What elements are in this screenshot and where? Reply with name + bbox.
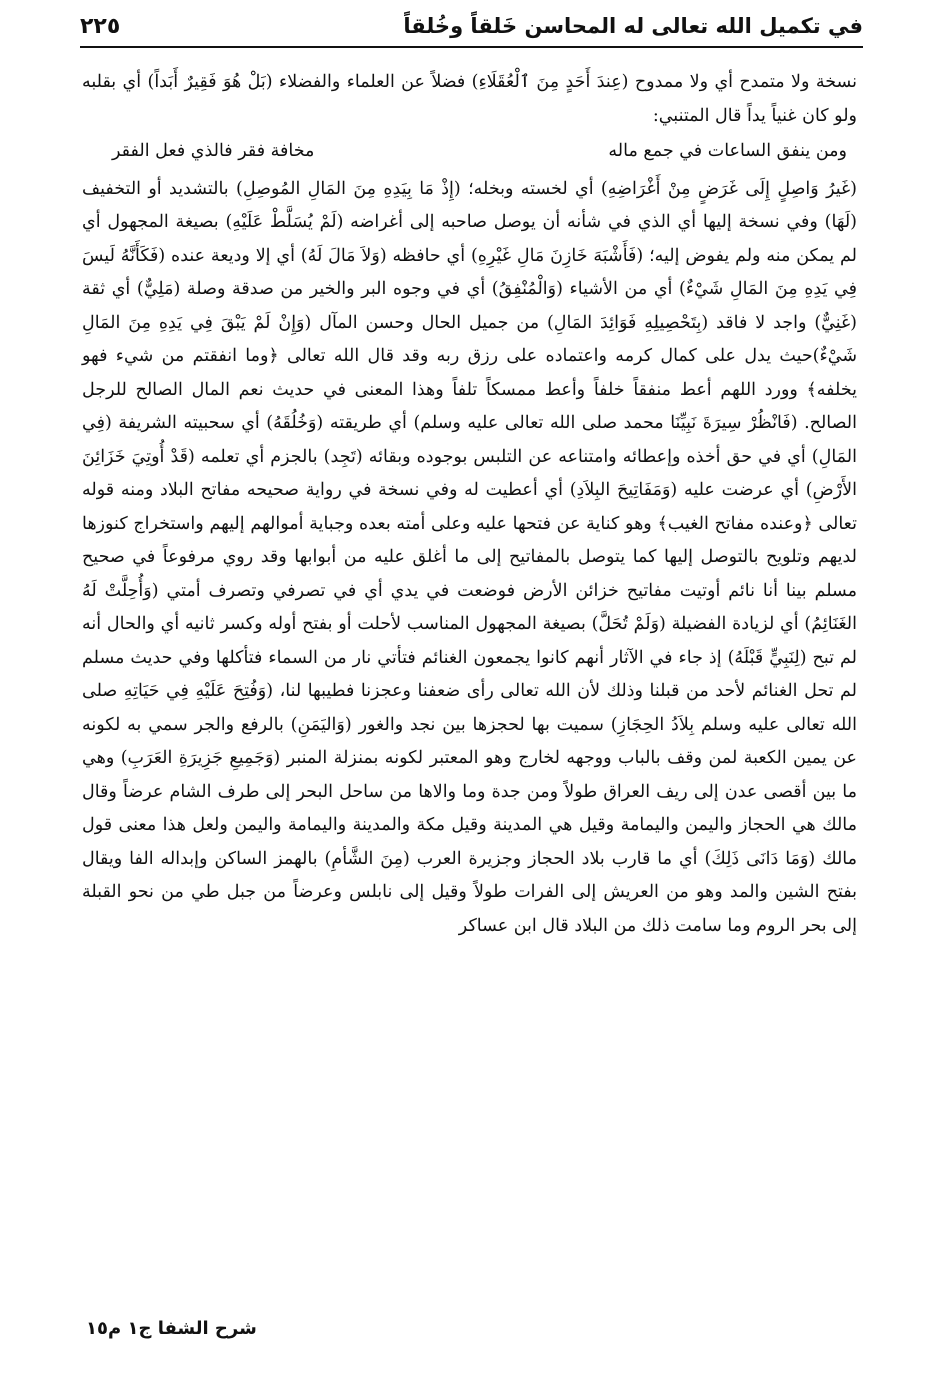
running-title: في تكميل الله تعالى له المحاسن خَلقاً وخُلقاً bbox=[403, 14, 863, 38]
poem-verse bbox=[112, 135, 847, 169]
poem-hemistich-first: ومن ينفق الساعات في جمع ماله bbox=[608, 141, 847, 161]
paragraph-intro: نسخة ولا متمدح أي ولا ممدوح (عِندَ أَحَدٍ مِنَ ٱلْعُقَلَاءِ) فضلاً عن العلماء والفضلاء (بَلْ هُوَ فَقِيرٌ أَبَداً) أي بقلبه ولو كان غنياً يداً قال المتنبي: bbox=[82, 72, 857, 126]
signature-mark: شرح الشفا ج١ م١٥ bbox=[86, 1318, 257, 1339]
page-header bbox=[80, 6, 863, 46]
poem-hemistich-second: مخافة فقر فالذي فعل الفقر bbox=[112, 141, 315, 161]
main-text bbox=[82, 66, 857, 943]
page-number: ٢٢٥ bbox=[80, 13, 121, 39]
header-divider bbox=[80, 46, 863, 48]
paragraph-commentary: (غَيرُ وَاصِلٍ إِلَى غَرَضٍ مِنْ أَغْرَاضِهِ) أي لخسته وبخله؛ (إِذْ مَا بِيَدِهِ مِنَ المَالِ المُوصِلِ) بالتشديد أو التخفيف (لَهَا) وفي نسخة إليها أي الذي في شأنه أن يوصل صاحبه إلى أغراضه (لَمْ يُسَلَّطْ عَلَيْهِ) بصيغة المجهول أي لم يمكن منه ولم يفوض إليه؛ (فَأَشْبَهَ خَازِنَ مَالِ غَيْرِهِ) أي حافظه (وَلاَ مَالَ لَهُ) أي إلا وديعة عنده (فَكَأَنَّهُ لَيسَ فِي يَدِهِ مِنَ المَالِ شَيْءٌ) أي من الأشياء (وَالْمُنْفِقُ) أي في وجوه البر والخير من صدقة وصلة (مَلِيٌّ) أي ثقة (غَنِيٌّ) واجد لا فاقد (بِتَحْصِيلِهِ فَوَائِدَ المَالِ) من جميل الحال وحسن المآل (وَإِنْ لَمْ يَبْقَ فِي يَدِهِ مِنَ المَالِ شَيْءٌ)حيث يدل على كمال كرمه واعتماده على رزق ربه وقد قال الله تعالى ﴿وما انفقتم من شيء فهو يخلفه﴾ وورد اللهم أعط منفقاً خلفاً وأعط ممسكاً تلفاً وهذا المعنى في حديث نعم المال الصالح للرجل الصالح. (فَانْظُرْ سِيرَةَ نَبِيِّنَا محمد صلى الله تعالى عليه وسلم) أي طريقته (وَخُلُقَهُ) أي سحبيته الشريفة (فِي المَالِ) أي في حق أخذه وإعطائه وامتناعه عن التلبس بوجوده وبقائه (تَجِد) بالجزم أي تعلمه (قَدْ أُوتِيَ خَزَائِنَ الأَرْضِ) أي عرضت عليه (وَمَفَاتِيحَ البِلاَدِ) أي أعطيت له وفي نسخة في رواية صحيحه مفاتح البلاد ومنه قوله تعالى ﴿وعنده مفاتح الغيب﴾ وهو كناية عن فتحها عليه وعلى أمته بعده وجباية أموالهم إليهم واستخراج كنوزها لديهم وتلويح بالتوصل إليها كما يتوصل بالمفاتيح إلى ما أغلق عليه من أبوابها وقد روي مرفوعاً في صحيح مسلم بينا أنا نائم أوتيت مفاتيح خزائن الأرض فوضعت في يدي أي في تصرفي وتصرف أمتي (وَأُحِلَّتْ لَهُ الغَنَائِمُ) أي لزيادة الفضيلة (وَلَمْ تُحَلَّ) بصيغة المجهول المناسب لأحلت أو بفتح أوله وكسر ثانيه أي والحال أنه لم تبح (لِنَبِيٍّ قَبْلَهُ) إذ جاء في الآثار أنهم كانوا يجمعون الغنائم فتأتي نار من السماء فتأكلها وفي حديث مسلم لم تحل الغنائم لأحد من قبلنا وذلك لأن الله تعالى رأى ضعفنا وعجزنا فطيبها لنا، (وَفُتِحَ عَلَيْهِ فِي حَيَاتِهِ صلى الله تعالى عليه وسلم بِلاَدُ الحِجَازِ) سميت بها لحجزها بين نجد والغور (وَاليَمَنِ) بالرفع والجر سمي به لكونه عن يمين الكعبة لمن وقف بالباب ووجهه لخارج وهو المعتبر لكونه بمنزلة المنبر (وَجَمِيعِ جَزِيرَةِ العَرَبِ) وهي ما بين أقصى عدن إلى ريف العراق طولاً ومن جدة وما والاها من ساحل البحر إلى طرف الشام عرضاً وقال مالك هي الحجاز واليمن واليمامة وقيل هي المدينة وقيل مكة والمدينة واليمامة واليمن ولعل هذا معنى قول مالك (وَمَا دَانَى ذَلِكَ) أي ما قارب بلاد الحجاز وجزيرة العرب (مِنَ الشَّأمِ) بالهمز الساكن وإبداله الفا ويقال بفتح الشين والمد وهو من العريش إلى الفرات طولاً وقيل إلى نابلس وعرضاً من جبل طي من نحو القبلة إلى بحر الروم وما سامت ذلك من البلاد قال ابن عساكر bbox=[82, 178, 857, 936]
